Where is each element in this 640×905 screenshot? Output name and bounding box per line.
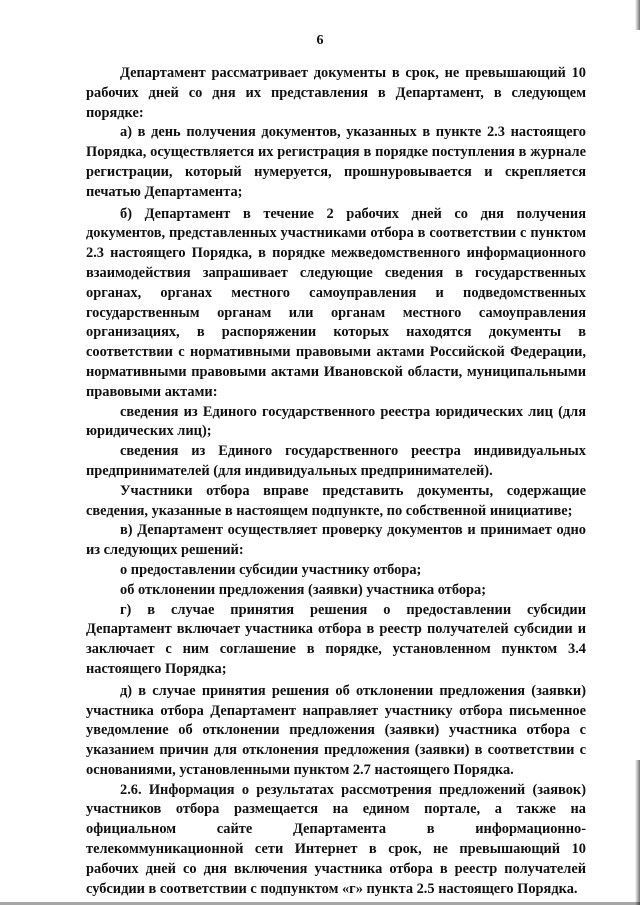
paragraph-reject-decision: об отклонении предложения (заявки) участника отбора; bbox=[120, 581, 487, 598]
paragraph-own-initiative: Участники отбора вправе представить документы, содержащие сведения, указанные в настоящем подпункте, по собственной инициативе; bbox=[86, 482, 586, 519]
paragraph-individual-entrepreneurs: сведения из Единого государственного реестра индивидуальных предпринимателей (для индивидуальных предпринимателей). bbox=[86, 443, 586, 479]
paragraph-section-2-6: 2.6. Информация о результатах рассмотрения предложений (заявок) участников отбора размещается на едином портале, а также на официальном сайте Департамента в информационно-телекоммуникационной сети Интернет в срок, не превышающий 10 рабочих дней со дня включения участника отбора в реестр получателей субсидии в соответствии с подпунктом «г» пункта 2.5 настоящего Порядка. bbox=[86, 781, 586, 897]
paragraph-item-d: д) в случае принятия решения об отклонении предложения (заявки) участника отбора Департамент направляет участнику отбора письменное уведомление об отклонении предложения (заявки) участника отбора с указанием причин для отклонения предложения (заявки) в соответствии с основаниями, установленными пунктом 2.7 настоящего Порядка. bbox=[86, 682, 586, 778]
paragraph-legal-entities: сведения из Единого государственного реестра юридических лиц (для юридических лиц); bbox=[86, 403, 586, 440]
paragraph-item-a: а) в день получения документов, указанных в пункте 2.3 настоящего Порядка, осуществляется их регистрация в порядке поступления в журнале регистрации, который нумеруется, прошнуровывается и скрепляется печатью Департамента; bbox=[86, 124, 586, 200]
paragraph-item-b: б) Департамент в течение 2 рабочих дней со дня получения документов, представленных участниками отбора в соответствии с пунктом 2.3 настоящего Порядка, в порядке межведомственного информационного взаимодействия запрашивает следующие сведения в государственных органах, органах местного самоуправления и подведомственных государственным органам или органам местного самоуправления организациях, в распоряжении которых находятся документы в соответствии с нормативными правовыми актами Российской Федерации, нормативными правовыми актами Ивановской области, муниципальными правовыми актами: bbox=[86, 205, 586, 400]
scan-edge-shadow-bottom bbox=[635, 760, 640, 905]
document-body bbox=[86, 64, 586, 899]
paragraph-item-g: г) в случае принятия решения о предоставлении субсидии Департамент включает участника отбора в реестр получателей субсидии и заключает с ним соглашение в порядке, установленном пунктом 3.4 настоящего Порядка; bbox=[86, 601, 586, 677]
paragraph-review-procedure: Департамент рассматривает документы в срок, не превышающий 10 рабочих дней со дня их представления в Департамент, в следующем порядке: bbox=[86, 65, 586, 121]
paragraph-item-v: в) Департамент осуществляет проверку документов и принимает одно из следующих решений: bbox=[86, 522, 586, 559]
scan-edge-shadow-top bbox=[635, 0, 640, 30]
page-number: 6 bbox=[316, 33, 324, 48]
paragraph-grant-decision: о предоставлении субсидии участнику отбора; bbox=[120, 561, 422, 578]
